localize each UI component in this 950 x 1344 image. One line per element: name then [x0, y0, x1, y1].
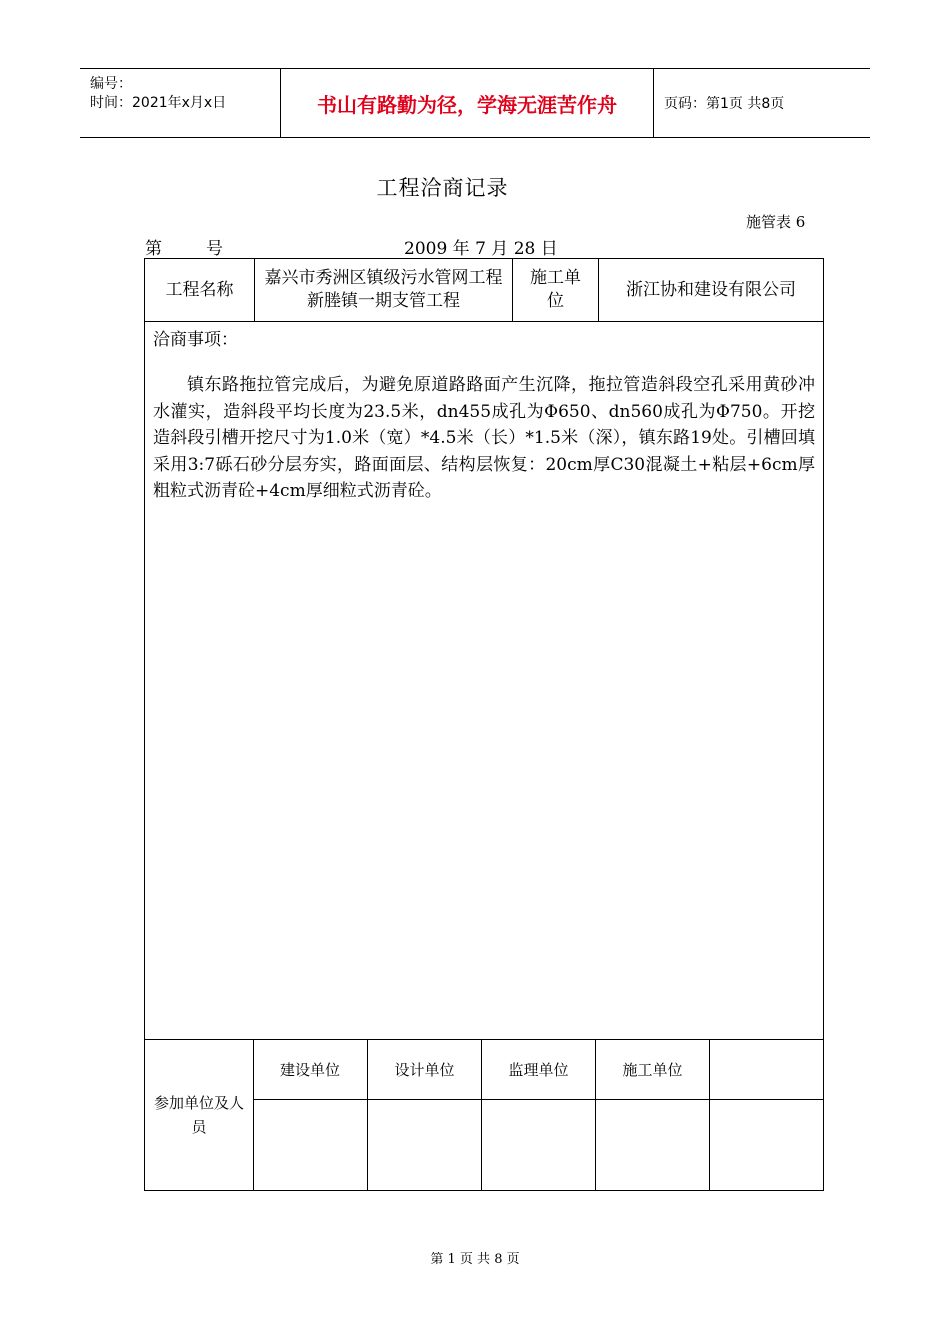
record-number [145, 234, 223, 259]
document-title: 工程洽商记录 [376, 176, 509, 200]
unit-header-extra [710, 1039, 823, 1100]
record-number-suffix: 号 [206, 239, 223, 259]
project-info-row [145, 259, 823, 322]
contractor-label [513, 259, 599, 321]
negotiation-matters [145, 321, 823, 1040]
participants-label [145, 1039, 254, 1190]
participants-section [145, 1039, 823, 1190]
unit-header-designer: 设计单位 [368, 1039, 482, 1100]
time-label: 时间：2021年x月x日 [90, 95, 227, 111]
signature-cell-contractor[interactable] [596, 1100, 710, 1190]
number-label: 编号： [90, 76, 132, 92]
unit-header-contractor: 施工单位 [596, 1039, 710, 1100]
project-name-value [255, 259, 513, 321]
header-motto: 书山有路勤为径，学海无涯苦作舟 [281, 69, 654, 137]
negotiation-record-table [144, 258, 824, 1191]
unit-header-supervisor: 监理单位 [482, 1039, 596, 1100]
matters-text: 镇东路拖拉管完成后，为避免原道路路面产生沉降，拖拉管造斜段空孔采用黄砂冲水灌实，造斜段平均长度为23.5米，dn455成孔为Φ650、dn560成孔为Φ750。开挖造斜段引槽开挖尺寸为1.0米（宽）*4.5米（长）*1.5米（深），镇东路19处。引槽回填采用3:7砾石砂分层夯实，路面面层、结构层恢复：20cm厚C30混凝土+粘层+6cm厚粗粒式沥青砼+4cm厚细粒式沥青砼。 [153, 375, 815, 501]
record-date: 2009 年 7 月 28 日 [404, 239, 558, 259]
contractor-label-text: 施工单位 [530, 268, 581, 311]
participants-label-text: 参加单位及人员 [154, 1093, 245, 1136]
record-number-prefix: 第 [145, 239, 162, 259]
unit-header-owner: 建设单位 [253, 1039, 368, 1100]
project-name-label: 工程名称 [145, 259, 255, 321]
contractor-value: 浙江协和建设有限公司 [626, 279, 796, 300]
signature-cell-designer[interactable] [368, 1100, 482, 1190]
signature-cell-supervisor[interactable] [482, 1100, 596, 1190]
project-name-text: 嘉兴市秀洲区镇级污水管网工程新塍镇一期支管工程 [264, 268, 503, 311]
signature-cell-owner[interactable] [253, 1100, 368, 1190]
header-page-code: 页码：第1页 共8页 [664, 96, 785, 112]
matters-label: 洽商事项： [153, 330, 238, 350]
page-footer: 第 1 页 共 8 页 [430, 1252, 520, 1267]
form-code: 施管表 6 [746, 213, 806, 231]
document-header [80, 68, 870, 138]
header-meta [80, 69, 281, 137]
signature-cell-extra[interactable] [710, 1100, 823, 1190]
